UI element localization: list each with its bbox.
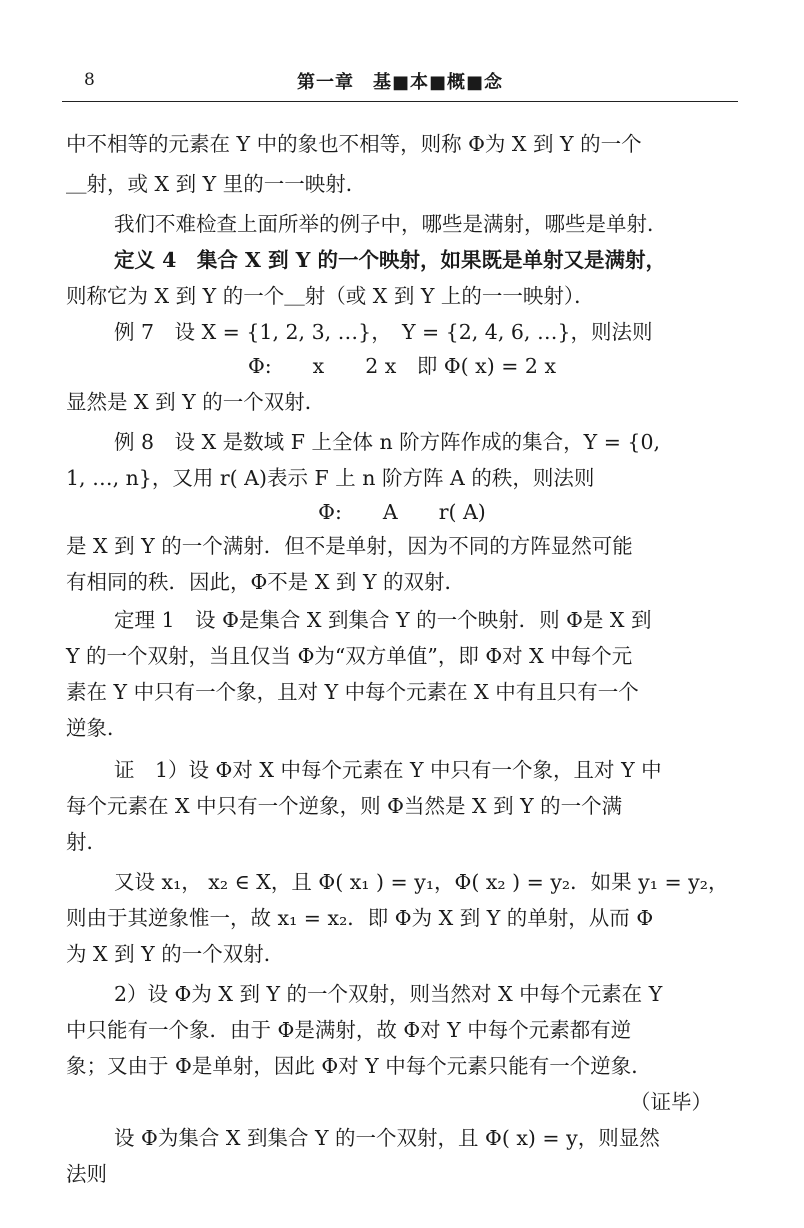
text-line: 设 Φ为集合 X 到集合 Y 的一个双射，且 Φ( x) = y，则显然: [114, 1126, 660, 1150]
formula-line: Φ: x 2 x 即 Φ( x) = 2 x: [247, 354, 557, 378]
text-line: 素在 Y 中只有一个象，且对 Y 中每个元素在 X 中有且只有一个: [66, 680, 639, 704]
text-line: 显然是 X 到 Y 的一个双射．: [66, 390, 326, 414]
text-line: 射．: [66, 830, 107, 854]
text-line: 每个元素在 X 中只有一个逆象，则 Φ当然是 X 到 Y 的一个满: [66, 794, 623, 818]
formula-line: Φ: A r( A): [318, 500, 486, 524]
page-header: [62, 62, 738, 94]
chapter-title: 第一章 基■本■概■念: [296, 72, 504, 93]
proof-line: 证 1）设 Φ对 X 中每个元素在 Y 中只有一个象，且对 Y 中: [114, 758, 662, 782]
text-line: 为 X 到 Y 的一个双射．: [66, 942, 285, 966]
proof-end-mark: （证毕）: [630, 1090, 712, 1114]
text-line: 则称它为 X 到 Y 的一个＿射（或 X 到 Y 上的一一映射）．: [66, 284, 595, 308]
text-line: 又设 x₁， x₂ ∈ X，且 Φ( x₁ ) = y₁，Φ( x₂ ) = y₂．如果 y₁ = y₂，: [114, 870, 729, 894]
text-line: 中不相等的元素在 Y 中的象也不相等，则称 Φ为 X 到 Y 的一个: [66, 132, 642, 156]
header-rule: [62, 101, 738, 102]
text-line: ＿射，或 X 到 Y 里的一一映射．: [66, 172, 367, 196]
example-8-line: 例 8 设 X 是数域 F 上全体 n 阶方阵作成的集合，Y = {0,: [114, 430, 661, 454]
text-line: 则由于其逆象惟一，故 x₁ = x₂．即 Φ为 X 到 Y 的单射，从而 Φ: [66, 906, 654, 930]
text-line: 我们不难检查上面所举的例子中，哪些是满射，哪些是单射．: [114, 212, 668, 236]
text-line: 逆象．: [66, 716, 128, 740]
definition-4-line: 定义 4 集合 X 到 Y 的一个映射，如果既是单射又是满射，: [114, 248, 666, 272]
example-7-line: 例 7 设 X = {1, 2, 3, …}， Y = {2, 4, 6, …}，则法则: [114, 320, 653, 344]
text-line: 中只能有一个象．由于 Φ是满射，故 Φ对 Y 中每个元素都有逆: [66, 1018, 632, 1042]
text-line: 1, …, n}，又用 r( A)表示 F 上 n 阶方阵 A 的秩，则法则: [66, 466, 595, 490]
theorem-1-line: 定理 1 设 Φ是集合 X 到集合 Y 的一个映射．则 Φ是 X 到: [114, 608, 652, 632]
text-line: 象；又由于 Φ是单射，因此 Φ对 Y 中每个元素只能有一个逆象．: [66, 1054, 652, 1078]
text-line: 2）设 Φ为 X 到 Y 的一个双射，则当然对 X 中每个元素在 Y: [114, 982, 663, 1006]
text-line: 有相同的秩．因此，Φ不是 X 到 Y 的双射．: [66, 570, 465, 594]
text-line: 是 X 到 Y 的一个满射．但不是单射，因为不同的方阵显然可能: [66, 534, 633, 558]
page-number: 8: [84, 70, 95, 90]
text-line: 法则: [66, 1162, 107, 1186]
text-line: Y 的一个双射，当且仅当 Φ为“双方单值”，即 Φ对 X 中每个元: [66, 644, 633, 668]
